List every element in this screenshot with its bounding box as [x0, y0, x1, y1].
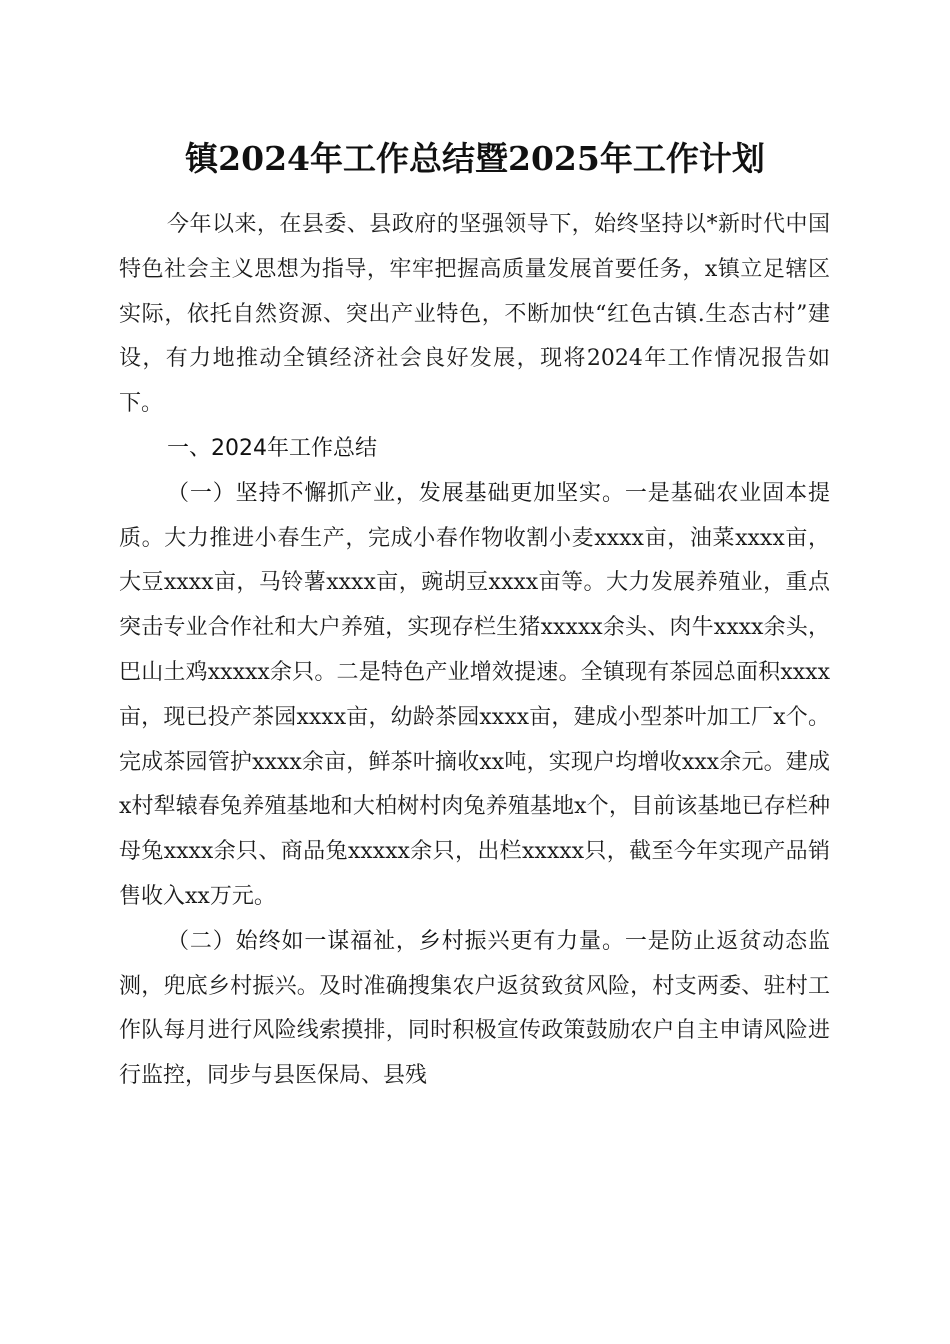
subsection-1-paragraph — [119, 472, 830, 920]
section-heading: 一、2024年工作总结 — [167, 435, 377, 461]
document-title: 镇2024年工作总结暨2025年工作计划 — [185, 139, 765, 178]
subsection-1-text: 一是基础农业固本提质。大力推进小春生产，完成小春作物收割小麦xxxx亩，油菜xxxx亩，大豆xxxx亩，马铃薯xxxx亩，豌胡豆xxxx亩等。大力发展养殖业，重点突击专业合作社和大户养殖，实现存栏生猪xxxxx余头、肉牛xxxx余头，巴山土鸡xxxxx余只。二是特色产业增效提速。全镇现有茶园总面积xxxx亩，现已投产茶园xxxx亩，幼龄茶园xxxx亩，建成小型茶叶加工厂x个。完成茶园管护xxxx余亩，鲜茶叶摘收xx吨，实现户均增收xxx余元。建成x村犁辕春兔养殖基地和大柏树村肉兔养殖基地x个，目前该基地已存栏种母兔xxxx余只、商品兔xxxxx余只，出栏xxxxx只，截至今年实现产品销售收入xx万元。 — [119, 480, 830, 909]
document-body — [119, 203, 830, 1099]
subsection-2-lead: （二）始终如一谋福祉，乡村振兴更有力量。 — [167, 928, 625, 954]
subsection-1-lead: （一）坚持不懈抓产业，发展基础更加坚实。 — [167, 480, 625, 506]
subsection-2-paragraph — [119, 920, 830, 1099]
subsection-2-text: 一是防止返贫动态监测，兜底乡村振兴。及时准确搜集农户返贫致贫风险，村支两委、驻村工作队每月进行风险线索摸排，同时积极宣传政策鼓励农户自主申请风险进行监控，同步与县医保局、县残 — [119, 928, 830, 1089]
intro-paragraph: 今年以来，在县委、县政府的坚强领导下，始终坚持以*新时代中国特色社会主义思想为指导，牢牢把握高质量发展首要任务，x镇立足辖区实际，依托自然资源、突出产业特色，不断加快“红色古镇.生态古村”建设，有力地推动全镇经济社会良好发展，现将2024年工作情况报告如下。 — [119, 212, 830, 417]
